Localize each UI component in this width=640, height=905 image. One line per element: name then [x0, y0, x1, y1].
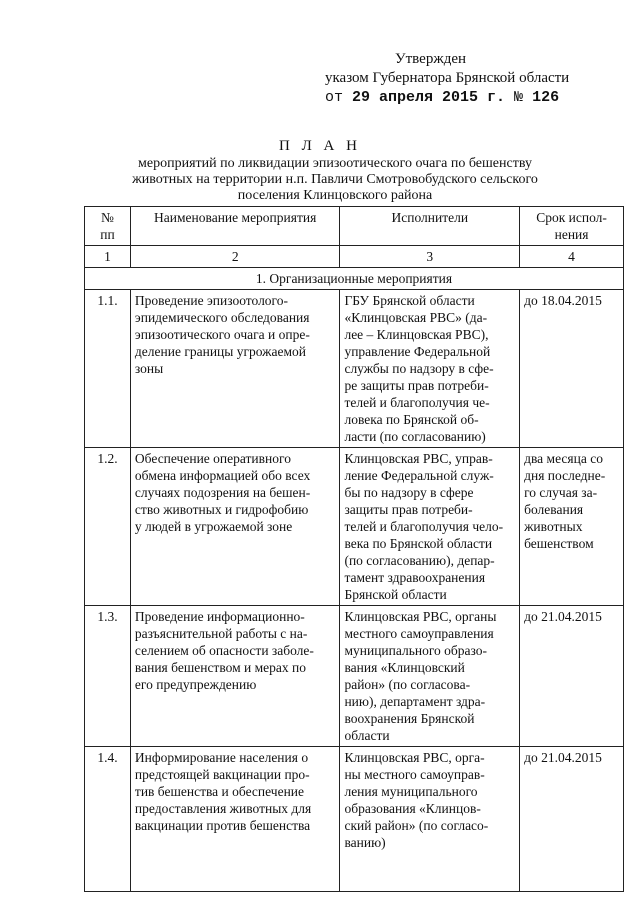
- table-row: [85, 606, 624, 747]
- row-executors: Клинцовская РВС, органы местного самоуправления муниципального образо- вания «Клинцовский район» (по согласова- нию), департамент здра- воохранения Брянской области: [340, 606, 520, 747]
- document-title: П Л А Н: [279, 138, 361, 154]
- row-executors: Клинцовская РВС, орга- ны местного самоупрaв- ления муниципального образования «Клинцов- ский район» (по согласо- ванию): [340, 747, 520, 892]
- approval-line3: [325, 88, 569, 107]
- row-number: 1.4.: [85, 747, 131, 892]
- header-deadline: Срок испол- нения: [520, 207, 624, 246]
- row-deadline: два месяца со дня последне- го случая за- болевания животных бешенством: [520, 448, 624, 606]
- row-deadline: до 21.04.2015: [520, 606, 624, 747]
- document-subtitle: мероприятий по ликвидации эпизоотического очага по бешенству животных на территории н.п. Павличи Смотровобудского сельского поселения Клинцовского района: [132, 156, 538, 203]
- approval-date: 29 апреля 2015 г.: [352, 89, 506, 106]
- row-name: Обеспечение оперативного обмена информацией обо всех случаях подозрения на бешен- ство животных и гидрофобию у людей в угрожаемой зоне: [130, 448, 340, 606]
- table-header-row: [85, 207, 624, 246]
- approval-number: 126: [532, 89, 560, 106]
- approval-prefix: от: [325, 89, 344, 106]
- row-deadline: до 21.04.2015: [520, 747, 624, 892]
- header-executors: Исполнители: [340, 207, 520, 246]
- row-name: Проведение информационно- разъяснительной работы с на- селением об опасности заболе- вания бешенством и мерах по его предупреждению: [130, 606, 340, 747]
- plan-table: [84, 206, 624, 892]
- row-deadline: до 18.04.2015: [520, 290, 624, 448]
- column-number: 4: [520, 246, 624, 268]
- table-row: [85, 747, 624, 892]
- approval-number-label: №: [514, 89, 524, 106]
- column-number: 1: [85, 246, 131, 268]
- approval-line1: Утвержден: [395, 51, 467, 67]
- approval-block: [325, 50, 569, 107]
- row-name: Проведение эпизоотолого- эпидемического обследования эпизоотического очага и опре- деление границы угрожаемой зоны: [130, 290, 340, 448]
- section-row: [85, 268, 624, 290]
- approval-line2: указом Губернатора Брянской области: [325, 70, 570, 86]
- column-number: 2: [130, 246, 340, 268]
- column-number-row: [85, 246, 624, 268]
- row-number: 1.3.: [85, 606, 131, 747]
- column-number: 3: [340, 246, 520, 268]
- table-row: [85, 290, 624, 448]
- section-title: 1. Организационные мероприятия: [85, 268, 624, 290]
- row-executors: Клинцовская РВС, управ- ление Федеральной служ- бы по надзору в сфере защиты прав потреби- телей и благополучия чело- века по Брянской области (по согласованию), депар- тамент здравоохранения Брянской области: [340, 448, 520, 606]
- header-number: № пп: [85, 207, 131, 246]
- row-name: Информирование населения о предстоящей вакцинации про- тив бешенства и обеспечение предоставления животных для вакцинации против бешенства: [130, 747, 340, 892]
- row-executors: ГБУ Брянской области «Клинцовская РВС» (да- лее – Клинцовская РВС), управление Федеральной службы по надзору в сфе- ре защиты прав потреби- телей и благополучия че- ловека по Брянской об- ласти (по согласованию): [340, 290, 520, 448]
- table-row: [85, 448, 624, 606]
- header-name: Наименование мероприятия: [130, 207, 340, 246]
- row-number: 1.1.: [85, 290, 131, 448]
- row-number: 1.2.: [85, 448, 131, 606]
